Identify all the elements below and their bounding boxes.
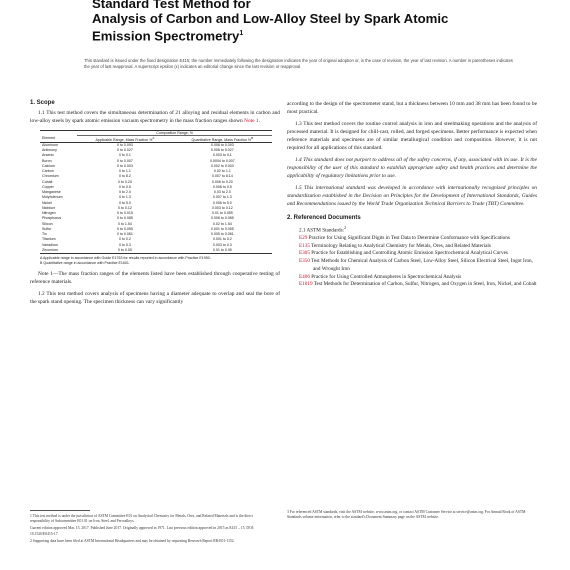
reference-items [287, 235, 537, 289]
element-cell: Antimony [42, 148, 57, 153]
footnote-1: 1 This test method is under the jurisdiction of ASTM Committee E01 on Analytical Chemistry for Metals, Ores, and Related Materials and is the direct responsibility of Subcommittee E01.01 on Iron, Steel, and Ferroalloys. [30, 514, 253, 524]
reference-code-link[interactable]: E29 [299, 235, 308, 241]
quantitative-range-cell: 0.003 to 0.1 [212, 153, 232, 158]
reference-list [287, 224, 537, 289]
quantitative-range-cell: 0.007 to 1.3 [212, 195, 232, 200]
reference-item [287, 250, 537, 258]
designation-intro: This standard is issued under the fixed designation E415; the number immediately following the designation indicates the year of original adoption or, in the case of revision, the year of last revision. A number in parentheses indicates the year of last reapproval. A superscript epsilon (ε) indicates an editorial change since the last revision or reapproval. [84, 58, 514, 69]
quantitative-range-cell: 0.005 to 0.061 [210, 232, 234, 237]
element-cell: Aluminum [42, 142, 58, 147]
col-quantitative-mark: B [251, 135, 254, 140]
astm-standards-lead [287, 224, 537, 235]
quantitative-range-cell: 0.03 to 2.0 [213, 190, 231, 195]
applicable-range-cell: 0 to 1.54 [117, 221, 132, 226]
reference-title: Test Methods for Chemical Analysis of Carbon Steel, Low-Alloy Steel, Silicon Electrical Steel, Ingot Iron, and Wrought Iron [311, 258, 533, 272]
col-quantitative-header [173, 135, 272, 142]
quantitative-range-cell: 0.001 to 0.2 [212, 237, 232, 242]
footnotes-right [287, 510, 527, 522]
scope-paragraph-1-3: 1.3 This test method covers the routine control analysis in iron and steelmaking operations and the analysis of processed material. It is designed for chill-cast, rolled, and forged specimens. Better performance is expected when reference materials and specimens are of similar metallurgical condition and composition. However, it is not required for all applications of this standard. [287, 120, 537, 152]
right-column [287, 100, 537, 289]
applicable-range-cell: 0 to 0.015 [116, 211, 133, 216]
applicable-range-cell: 0 to 5.0 [118, 200, 131, 205]
element-cell: Nitrogen [42, 211, 56, 216]
reference-item [287, 235, 537, 243]
astm-standards-mark: 2 [344, 224, 347, 230]
referenced-documents-heading: 2. Referenced Documents [287, 214, 361, 221]
applicable-range-cell: 0 to 0.061 [116, 232, 133, 237]
reference-code-link[interactable]: E135 [299, 242, 310, 249]
element-cell: Nickel [42, 200, 52, 205]
reference-code-link[interactable]: E350 [299, 258, 310, 265]
reference-title: Practice for Establishing and Controlling Atomic Emission Spectrochemical Analytical Curves [311, 250, 508, 257]
element-cell: Carbon [42, 169, 54, 174]
title-line-3-text: Emission Spectrometry [92, 28, 240, 44]
element-cell: Molybdenum [42, 195, 63, 200]
scope-paragraph-1-1 [30, 109, 280, 126]
table-title: Composition Range, % [77, 130, 272, 135]
scope-paragraph-1-2: 1.2 This test method covers analysis of specimens having a diameter adequate to overlap and seal the bore of the spark stand opening. The specimen thickness can vary significantly [30, 290, 280, 305]
element-cell: Boron [42, 158, 52, 163]
applicable-range-cell: 0 to 0.093 [116, 142, 133, 147]
applicable-range-cell: 0 to 2.0 [118, 190, 131, 195]
element-cell: Niobium [42, 205, 56, 210]
element-cell: Calcium [42, 163, 55, 168]
element-cell: Sulfur [42, 226, 52, 231]
element-cell: Manganese [42, 190, 61, 195]
scope-p1-text: 1.1 This test method covers the simultaneous determination of 21 alloying and residual elements in carbon and low-alloy steels by spark atomic emission vacuum spectrometry in the mass fraction ranges shown [30, 110, 280, 125]
applicable-range-cell: 0 to 0.5 [118, 184, 131, 189]
applicable-range-cell: 0 to 0.05 [77, 248, 172, 254]
applicable-range-cell: 0 to 0.085 [116, 216, 133, 221]
title-line-2: Analysis of Carbon and Low-Alloy Steel by Spark Atomic [92, 11, 449, 26]
quantitative-range-cell: 0.003 to 0.12 [211, 205, 233, 210]
scope-paragraph-1-4: 1.4 This standard does not purport to address all of the safety concerns, if any, associated with its use. It is the responsibility of the user of this standard to establish appropriate safety and health practices and determine the applicability of regulatory limitations prior to use. [287, 156, 537, 180]
col-element-header: Element [40, 135, 77, 142]
scope-heading: 1. Scope [30, 100, 55, 106]
col-applicable-mark: A [152, 135, 155, 140]
title-line-3 [92, 26, 532, 43]
quantitative-range-cell: 0.006 to 0.20 [211, 179, 233, 184]
reference-code-link[interactable]: E406 [299, 273, 310, 280]
reference-item [287, 281, 537, 289]
element-cell: Cobalt [42, 179, 53, 184]
note-1-link[interactable]: Note 1 [244, 118, 259, 125]
reference-code-link[interactable]: E305 [299, 250, 310, 257]
reference-title: Practice for Using Controlled Atmospheres in Spectrochemical Analysis [311, 273, 462, 280]
composition-table [40, 130, 272, 254]
scope-p1-end: . [258, 118, 260, 125]
applicable-range-cell: 0 to 0.20 [117, 179, 132, 184]
quantitative-range-cell: 0.001 to 0.055 [210, 226, 234, 231]
title-footnote-mark: 1 [239, 30, 244, 37]
quantitative-range-cell: 0.02 to 1.54 [212, 221, 232, 226]
quantitative-range-cell: 0.002 to 0.003 [210, 163, 234, 168]
applicable-range-cell: 0 to 0.003 [116, 163, 133, 168]
quantitative-range-cell: 0.01 to 0.055 [211, 211, 233, 216]
footnote-rule [30, 510, 90, 511]
scope-paragraph-1-5: 1.5 This international standard was developed in accordance with internationally recognized principles on standardization established in the Decision on Principles for the Development of International Standards, Guides and Recommendations issued by the World Trade Organization Technical Barriers to Trade (TBT) Committee. [287, 184, 537, 208]
footnotes-left [30, 510, 270, 546]
quantitative-range-cell: 0.0004 to 0.007 [209, 158, 235, 163]
element-cell: Zirconium [40, 248, 77, 254]
table-row [40, 248, 272, 254]
applicable-range-cell: 0 to 0.12 [117, 205, 132, 210]
reference-item [287, 258, 537, 273]
quantitative-range-cell: 0.006 to 0.093 [210, 142, 234, 147]
element-cell: Titanium [42, 237, 56, 242]
left-column [30, 96, 280, 309]
quantitative-range-cell: 0.01 to 0.05 [173, 248, 272, 254]
col-quantitative-text: Quantitative Range, Mass Fraction % [191, 137, 252, 142]
quantitative-range-cell: 0.02 to 1.1 [213, 169, 231, 174]
document-title [92, 0, 532, 43]
title-line-1: Standard Test Method for [92, 0, 251, 11]
col-applicable-header [77, 135, 172, 142]
note-1: Note 1—The mass fraction ranges of the elements listed have been established through cooperative testing of reference materials. [30, 271, 280, 286]
element-cell: Silicon [42, 221, 53, 226]
scope-paragraph-1-2-cont: according to the design of the spectrometer stand, but a thickness between 10 mm and 38 mm has been found to be most practical. [287, 101, 537, 116]
reference-title: Test Methods for Determination of Carbon, Sulfur, Nitrogen, and Oxygen in Steel, Iron, Nickel, and Cobalt [313, 281, 537, 288]
element-cell: Copper [42, 184, 54, 189]
applicable-range-cell: 0 to 0.027 [116, 148, 133, 153]
element-cell: Vanadium [42, 242, 58, 247]
astm-standards-text: 2.1 ASTM Standards: [299, 227, 345, 234]
applicable-range-cell: 0 to 1.1 [118, 169, 131, 174]
applicable-range-cell: 0 to 0.007 [116, 158, 133, 163]
element-cell: Tin [42, 232, 47, 237]
element-cell: Chromium [42, 174, 59, 179]
element-cell: Arsenic [42, 153, 54, 158]
applicable-range-cell: 0 to 0.055 [116, 226, 133, 231]
quantitative-range-cell: 0.006 to 0.5 [212, 184, 232, 189]
table-footnote-b: B Quantitative range in accordance with Practice E1601. [40, 261, 130, 266]
reference-title: Terminology Relating to Analytical Chemistry for Metals, Ores, and Related Materials [311, 242, 491, 249]
applicable-range-cell: 0 to 0.3 [118, 242, 131, 247]
quantitative-range-cell: 0.003 to 0.3 [212, 242, 232, 247]
applicable-range-cell: 0 to 0.1 [118, 153, 131, 158]
reference-code-link[interactable]: E1019 [299, 281, 313, 288]
applicable-range-cell: 0 to 0.2 [118, 237, 131, 242]
applicable-range-cell: 0 to 8.2 [118, 174, 131, 179]
element-cell: Phosphorus [42, 216, 62, 221]
quantitative-range-cell: 0.006 to 0.085 [210, 216, 234, 221]
footnote-3: 3 For referenced ASTM standards, visit the ASTM website, www.astm.org, or contact ASTM Customer Service at service@astm.org. For Annual Book of ASTM Standards volume information, refer to the standard's Document Summary page on the ASTM website. [287, 510, 526, 520]
applicable-range-cell: 0 to 1.3 [118, 195, 131, 200]
table-footnote-a: A Applicable range in accordance with Guide E1763 for results reported in accordance with Practice E1950. [40, 256, 211, 261]
quantitative-range-cell: 0.007 to 8.14 [211, 174, 233, 179]
composition-table-body [40, 142, 272, 253]
quantitative-range-cell: 0.006 to 0.027 [210, 148, 234, 153]
col-applicable-text: Applicable Range, Mass Fraction % [95, 137, 153, 142]
quantitative-range-cell: 0.006 to 5.0 [212, 200, 232, 205]
reference-title: Practice for Using Significant Digits in Test Data to Determine Conformance with Specifications [308, 235, 510, 241]
footnote-2: 2 Supporting data have been filed at ASTM International Headquarters and may be obtained by requesting Research Report RR:E01-1152. [30, 538, 235, 543]
footnote-edition: Current edition approved Mar. 15, 2017. Published June 2017. Originally approved in 1971. Last previous edition approved in 2015 as E415 – 15. DOI: 10.1520/E0415-17. [30, 526, 254, 536]
